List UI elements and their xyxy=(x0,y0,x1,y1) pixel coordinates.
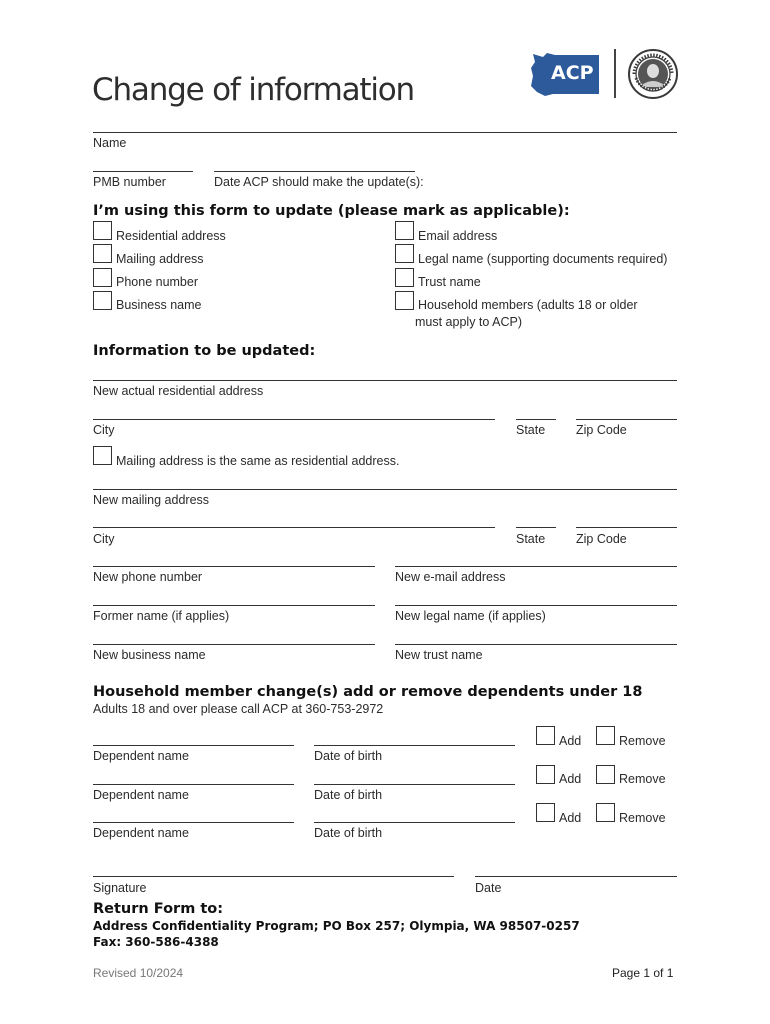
date-update-line[interactable] xyxy=(214,171,415,172)
new-legal-line[interactable] xyxy=(395,605,677,606)
legal-name-label: Legal name (supporting documents required) xyxy=(418,252,668,266)
mail-city-label: City xyxy=(93,532,115,546)
new-email-line[interactable] xyxy=(395,566,677,567)
household-checkbox[interactable] xyxy=(395,291,414,310)
mailing-same-checkbox[interactable] xyxy=(93,446,112,465)
new-trust-label: New trust name xyxy=(395,648,483,662)
new-mailing-label: New mailing address xyxy=(93,493,210,507)
phone-checkbox[interactable] xyxy=(93,268,112,287)
new-business-line[interactable] xyxy=(93,644,375,645)
mail-zip-label: Zip Code xyxy=(576,532,627,546)
name-label: Name xyxy=(93,136,127,150)
dob-line-1[interactable] xyxy=(314,745,515,746)
using-heading: I’m using this form to update (please mark as applicable): xyxy=(93,203,570,219)
remove-label-1: Remove xyxy=(619,734,666,748)
household-label: Household members (adults 18 or older xyxy=(418,298,638,312)
date-update-label: Date ACP should make the update(s): xyxy=(214,175,424,189)
signature-line[interactable] xyxy=(93,876,454,877)
former-name-label: Former name (if applies) xyxy=(93,609,230,623)
add-checkbox-1[interactable] xyxy=(536,726,555,745)
mail-zip-line[interactable] xyxy=(576,527,677,528)
res-city-label: City xyxy=(93,423,115,437)
dependent-name-label-2: Dependent name xyxy=(93,788,189,802)
dependent-name-line-1[interactable] xyxy=(93,745,294,746)
mailing-label: Mailing address xyxy=(116,252,204,266)
email-checkbox[interactable] xyxy=(395,221,414,240)
remove-checkbox-1[interactable] xyxy=(596,726,615,745)
new-phone-label: New phone number xyxy=(93,570,203,584)
mail-state-label: State xyxy=(516,532,546,546)
return-fax: Fax: 360-586-4388 xyxy=(93,935,219,949)
business-checkbox[interactable] xyxy=(93,291,112,310)
new-business-label: New business name xyxy=(93,648,206,662)
dob-line-2[interactable] xyxy=(314,784,515,785)
res-zip-line[interactable] xyxy=(576,419,677,420)
name-line[interactable] xyxy=(93,132,677,133)
revised-date: Revised 10/2024 xyxy=(93,966,184,980)
new-residential-label: New actual residential address xyxy=(93,384,264,398)
signature-date-label: Date xyxy=(475,881,502,895)
add-label-3: Add xyxy=(559,811,582,825)
add-label-2: Add xyxy=(559,772,582,786)
remove-label-3: Remove xyxy=(619,811,666,825)
return-address: Address Confidentiality Program; PO Box 257; Olympia, WA 98507-0257 xyxy=(93,919,580,933)
signature-date-line[interactable] xyxy=(475,876,677,877)
pmb-line[interactable] xyxy=(93,171,193,172)
dependent-name-label-3: Dependent name xyxy=(93,826,189,840)
acp-logo xyxy=(529,50,601,98)
new-trust-line[interactable] xyxy=(395,644,677,645)
state-seal xyxy=(628,49,678,99)
return-heading: Return Form to: xyxy=(93,901,224,917)
dob-label-2: Date of birth xyxy=(314,788,383,802)
dob-label-1: Date of birth xyxy=(314,749,383,763)
pmb-label: PMB number xyxy=(93,175,166,189)
add-checkbox-3[interactable] xyxy=(536,803,555,822)
former-name-line[interactable] xyxy=(93,605,375,606)
page-title: Change of information xyxy=(92,72,414,108)
info-heading: Information to be updated: xyxy=(93,343,316,359)
household-heading: Household member change(s) add or remove dependents under 18 xyxy=(93,684,643,700)
add-checkbox-2[interactable] xyxy=(536,765,555,784)
dependent-name-label-1: Dependent name xyxy=(93,749,189,763)
dependent-name-line-3[interactable] xyxy=(93,822,294,823)
res-city-line[interactable] xyxy=(93,419,495,420)
mail-state-line[interactable] xyxy=(516,527,556,528)
new-mailing-line[interactable] xyxy=(93,489,677,490)
res-state-label: State xyxy=(516,423,546,437)
dob-label-3: Date of birth xyxy=(314,826,383,840)
res-state-line[interactable] xyxy=(516,419,556,420)
mailing-same-label: Mailing address is the same as residential address. xyxy=(116,454,400,468)
new-residential-line[interactable] xyxy=(93,380,677,381)
email-label: Email address xyxy=(418,229,498,243)
res-zip-label: Zip Code xyxy=(576,423,627,437)
new-email-label: New e-mail address xyxy=(395,570,506,584)
trust-label: Trust name xyxy=(418,275,481,289)
new-phone-line[interactable] xyxy=(93,566,375,567)
trust-checkbox[interactable] xyxy=(395,268,414,287)
remove-checkbox-3[interactable] xyxy=(596,803,615,822)
residential-label: Residential address xyxy=(116,229,226,243)
legal-name-checkbox[interactable] xyxy=(395,244,414,263)
page-number: Page 1 of 1 xyxy=(612,966,674,980)
dependent-name-line-2[interactable] xyxy=(93,784,294,785)
mail-city-line[interactable] xyxy=(93,527,495,528)
household-label-cont: must apply to ACP) xyxy=(415,315,522,329)
dob-line-3[interactable] xyxy=(314,822,515,823)
acp-logo-text: ACP xyxy=(551,62,594,84)
signature-label: Signature xyxy=(93,881,147,895)
household-subheading: Adults 18 and over please call ACP at 360-753-2972 xyxy=(93,702,384,716)
residential-checkbox[interactable] xyxy=(93,221,112,240)
logo-divider xyxy=(614,49,616,98)
remove-checkbox-2[interactable] xyxy=(596,765,615,784)
mailing-checkbox[interactable] xyxy=(93,244,112,263)
phone-label: Phone number xyxy=(116,275,199,289)
add-label-1: Add xyxy=(559,734,582,748)
new-legal-label: New legal name (if applies) xyxy=(395,609,546,623)
remove-label-2: Remove xyxy=(619,772,666,786)
business-label: Business name xyxy=(116,298,202,312)
